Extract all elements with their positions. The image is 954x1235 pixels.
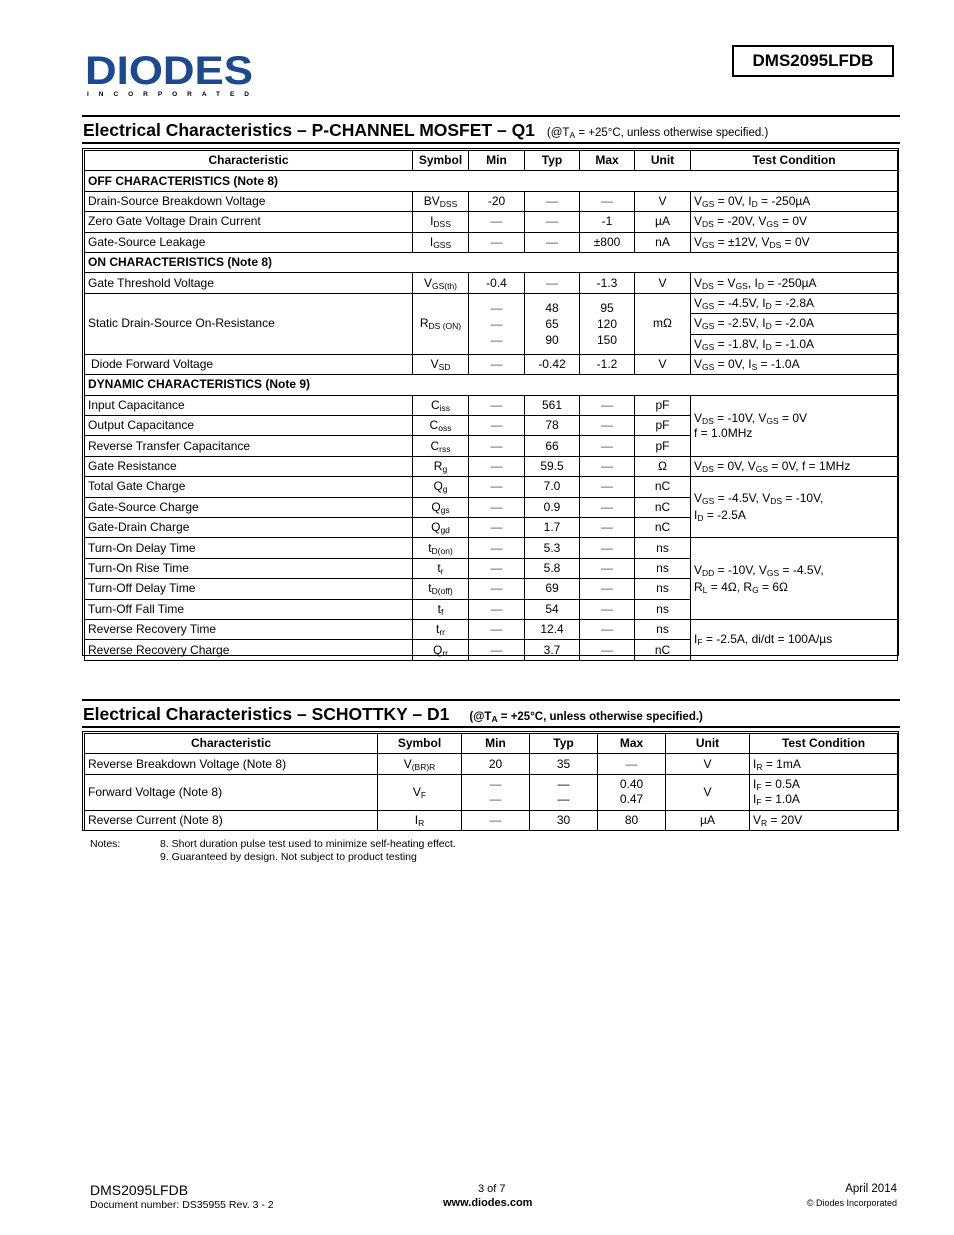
section1-condition: ($@T_A = +25^\circ C$, unless otherwise specified.) (546, 127, 769, 140)
table-row: Turn-On Rise Time $t_r$ — 5.8 — ns (85, 558, 898, 578)
table-row: Turn-Off Fall Time $t_f$ — 54 — ns (85, 599, 898, 619)
footer-document-number: Document number: DS35955 Rev. 3 - 2 (90, 1199, 274, 1211)
table-row: Output Capacitance $C_{oss}$ — 78 — pF (85, 416, 898, 436)
note-9: 9. Guaranteed by design. Not subject to product testing (160, 851, 417, 863)
group-row-on: ON CHARACTERISTICS (Note 8) (85, 252, 898, 272)
table-row: Reverse Recovery Charge $Q_{rr}$ — 3.7 — nC (85, 640, 898, 660)
col-max: Max (580, 151, 635, 171)
col-unit: Unit (635, 151, 691, 171)
table-row: Gate Threshold Voltage $V_{GS(th)}$ -0.4 — -1.3 V $V_{DS} = V_{GS}$, $I_D = -250\mu A$ (85, 273, 898, 293)
col-characteristic: Characteristic (85, 151, 413, 171)
table-row: Forward Voltage (Note 8) $V_F$ — — — — 0.40 0.47 V $I_F = 0.5A$ $I_F = 1.0A$ (85, 774, 898, 810)
mosfet-table (84, 150, 898, 661)
table-row: Input Capacitance $C_{iss}$ — 561 — pF $V_{DS} = -10V$, $V_{GS} = 0V$ f = 1.0MHz (85, 395, 898, 415)
table-row: Gate Resistance $R_g$ — 59.5 — Ω $V_{DS} = 0V$, $V_{GS} = 0V$, f = 1MHz (85, 456, 898, 476)
notes-label: Notes: (90, 838, 121, 850)
col-test-condition: Test Condition (691, 151, 898, 171)
section2-top-rule (82, 699, 900, 701)
note-8: 8. Short duration pulse test used to minimize self-heating effect. (160, 838, 456, 850)
footer-part-number: DMS2095LFDB (90, 1182, 189, 1198)
table-row: $V_{GS} = -2.5V$, $I_D = -2.0A$ (85, 314, 898, 334)
col-min: Min (469, 151, 525, 171)
table-header-row: Characteristic Symbol Min Typ Max Unit Test Condition (85, 734, 898, 754)
group-row-dynamic: DYNAMIC CHARACTERISTICS (Note 9) (85, 375, 898, 395)
logo-subtext: INCORPORATED (87, 91, 249, 98)
section2-title (83, 704, 703, 725)
footer-date: April 2014 (845, 1183, 897, 1195)
diodes-logo-icon (85, 50, 260, 100)
table-row: Reverse Current (Note 8) $I_R$ — 30 80 µA $V_R = 20V$ (85, 810, 898, 830)
part-number-box (732, 45, 894, 77)
col-typ: Typ (525, 151, 580, 171)
table-row: $V_{GS} = -1.8V$, $I_D = -1.0A$ (85, 334, 898, 354)
footer-copyright: © Diodes Incorporated (806, 1198, 897, 1208)
group-row-off: OFF CHARACTERISTICS (Note 8) (85, 171, 898, 191)
logo-text: DIODES (85, 50, 253, 93)
table-row: Gate-Source Leakage $I_{GSS}$ — — ±800 nA $V_{GS} = \pm 12V$, $V_{DS} = 0V$ (85, 232, 898, 252)
col-symbol: Symbol (413, 151, 469, 171)
section1-bottom-rule (82, 142, 900, 144)
section2-bottom-rule (82, 726, 900, 728)
section1-title-text: Electrical Characteristics – P-CHANNEL MOSFET – Q1 (83, 120, 535, 140)
table-row: Turn-Off Delay Time $t_{D(off)}$ — 69 — ns (85, 579, 898, 599)
table-header-row (85, 151, 898, 171)
schottky-table (84, 733, 898, 831)
section1-top-rule (82, 115, 900, 117)
diodes-logo (85, 50, 260, 100)
table-row: Reverse Breakdown Voltage (Note 8) $V_{(BR)R}$ 20 35 — V $I_R = 1mA$ (85, 754, 898, 774)
table-row: Gate-Drain Charge $Q_{gd}$ — 1.7 — nC (85, 518, 898, 538)
table-row: Diode Forward Voltage $V_{SD}$ — -0.42 -1.2 V $V_{GS} = 0V$, $I_S = -1.0A$ (85, 354, 898, 374)
table-row: Static Drain-Source On-Resistance $R_{DS (ON)}$ — — — 48 65 90 95 120 150 mΩ $V_{GS} = -4.5V$, $I_D = -2.8A$ (85, 293, 898, 313)
footer-page-number: 3 of 7 (478, 1183, 506, 1195)
table-row: Gate-Source Charge $Q_{gs}$ — 0.9 — nC (85, 497, 898, 517)
table-row: Zero Gate Voltage Drain Current $I_{DSS}$ — — -1 µA $V_{DS} = -20V$, $V_{GS} = 0V$ (85, 212, 898, 232)
section2-condition: ($@T_A = +25^\circ C$, unless otherwise specified.) (469, 711, 703, 724)
footer-website-link[interactable]: www.diodes.com (443, 1197, 533, 1209)
part-number: DMS2095LFDB (752, 51, 874, 70)
table-row: Drain-Source Breakdown Voltage $BV_{DSS}$ -20 — — V $V_{GS} = 0V$, $I_D = -250\mu A$ (85, 191, 898, 211)
table-row: Reverse Recovery Time $t_{rr}$ — 12.4 — ns $I_F = -2.5A$, di/dt = 100A/µs (85, 619, 898, 639)
section1-title (83, 120, 768, 141)
table-row: Total Gate Charge $Q_g$ — 7.0 — nC $V_{GS} = -4.5V$, $V_{DS} = -10V$, $I_D = -2.5A$ (85, 477, 898, 497)
table-row: Turn-On Delay Time $t_{D(on)}$ — 5.3 — ns $V_{DD} = -10V$, $V_{GS} = -4.5V$, $R_L = 4\Omega$, $R_G = 6\Omega$ (85, 538, 898, 558)
section2-title-text: Electrical Characteristics – SCHOTTKY – D1 (83, 704, 450, 724)
table-row: Reverse Transfer Capacitance $C_{rss}$ — 66 — pF (85, 436, 898, 456)
